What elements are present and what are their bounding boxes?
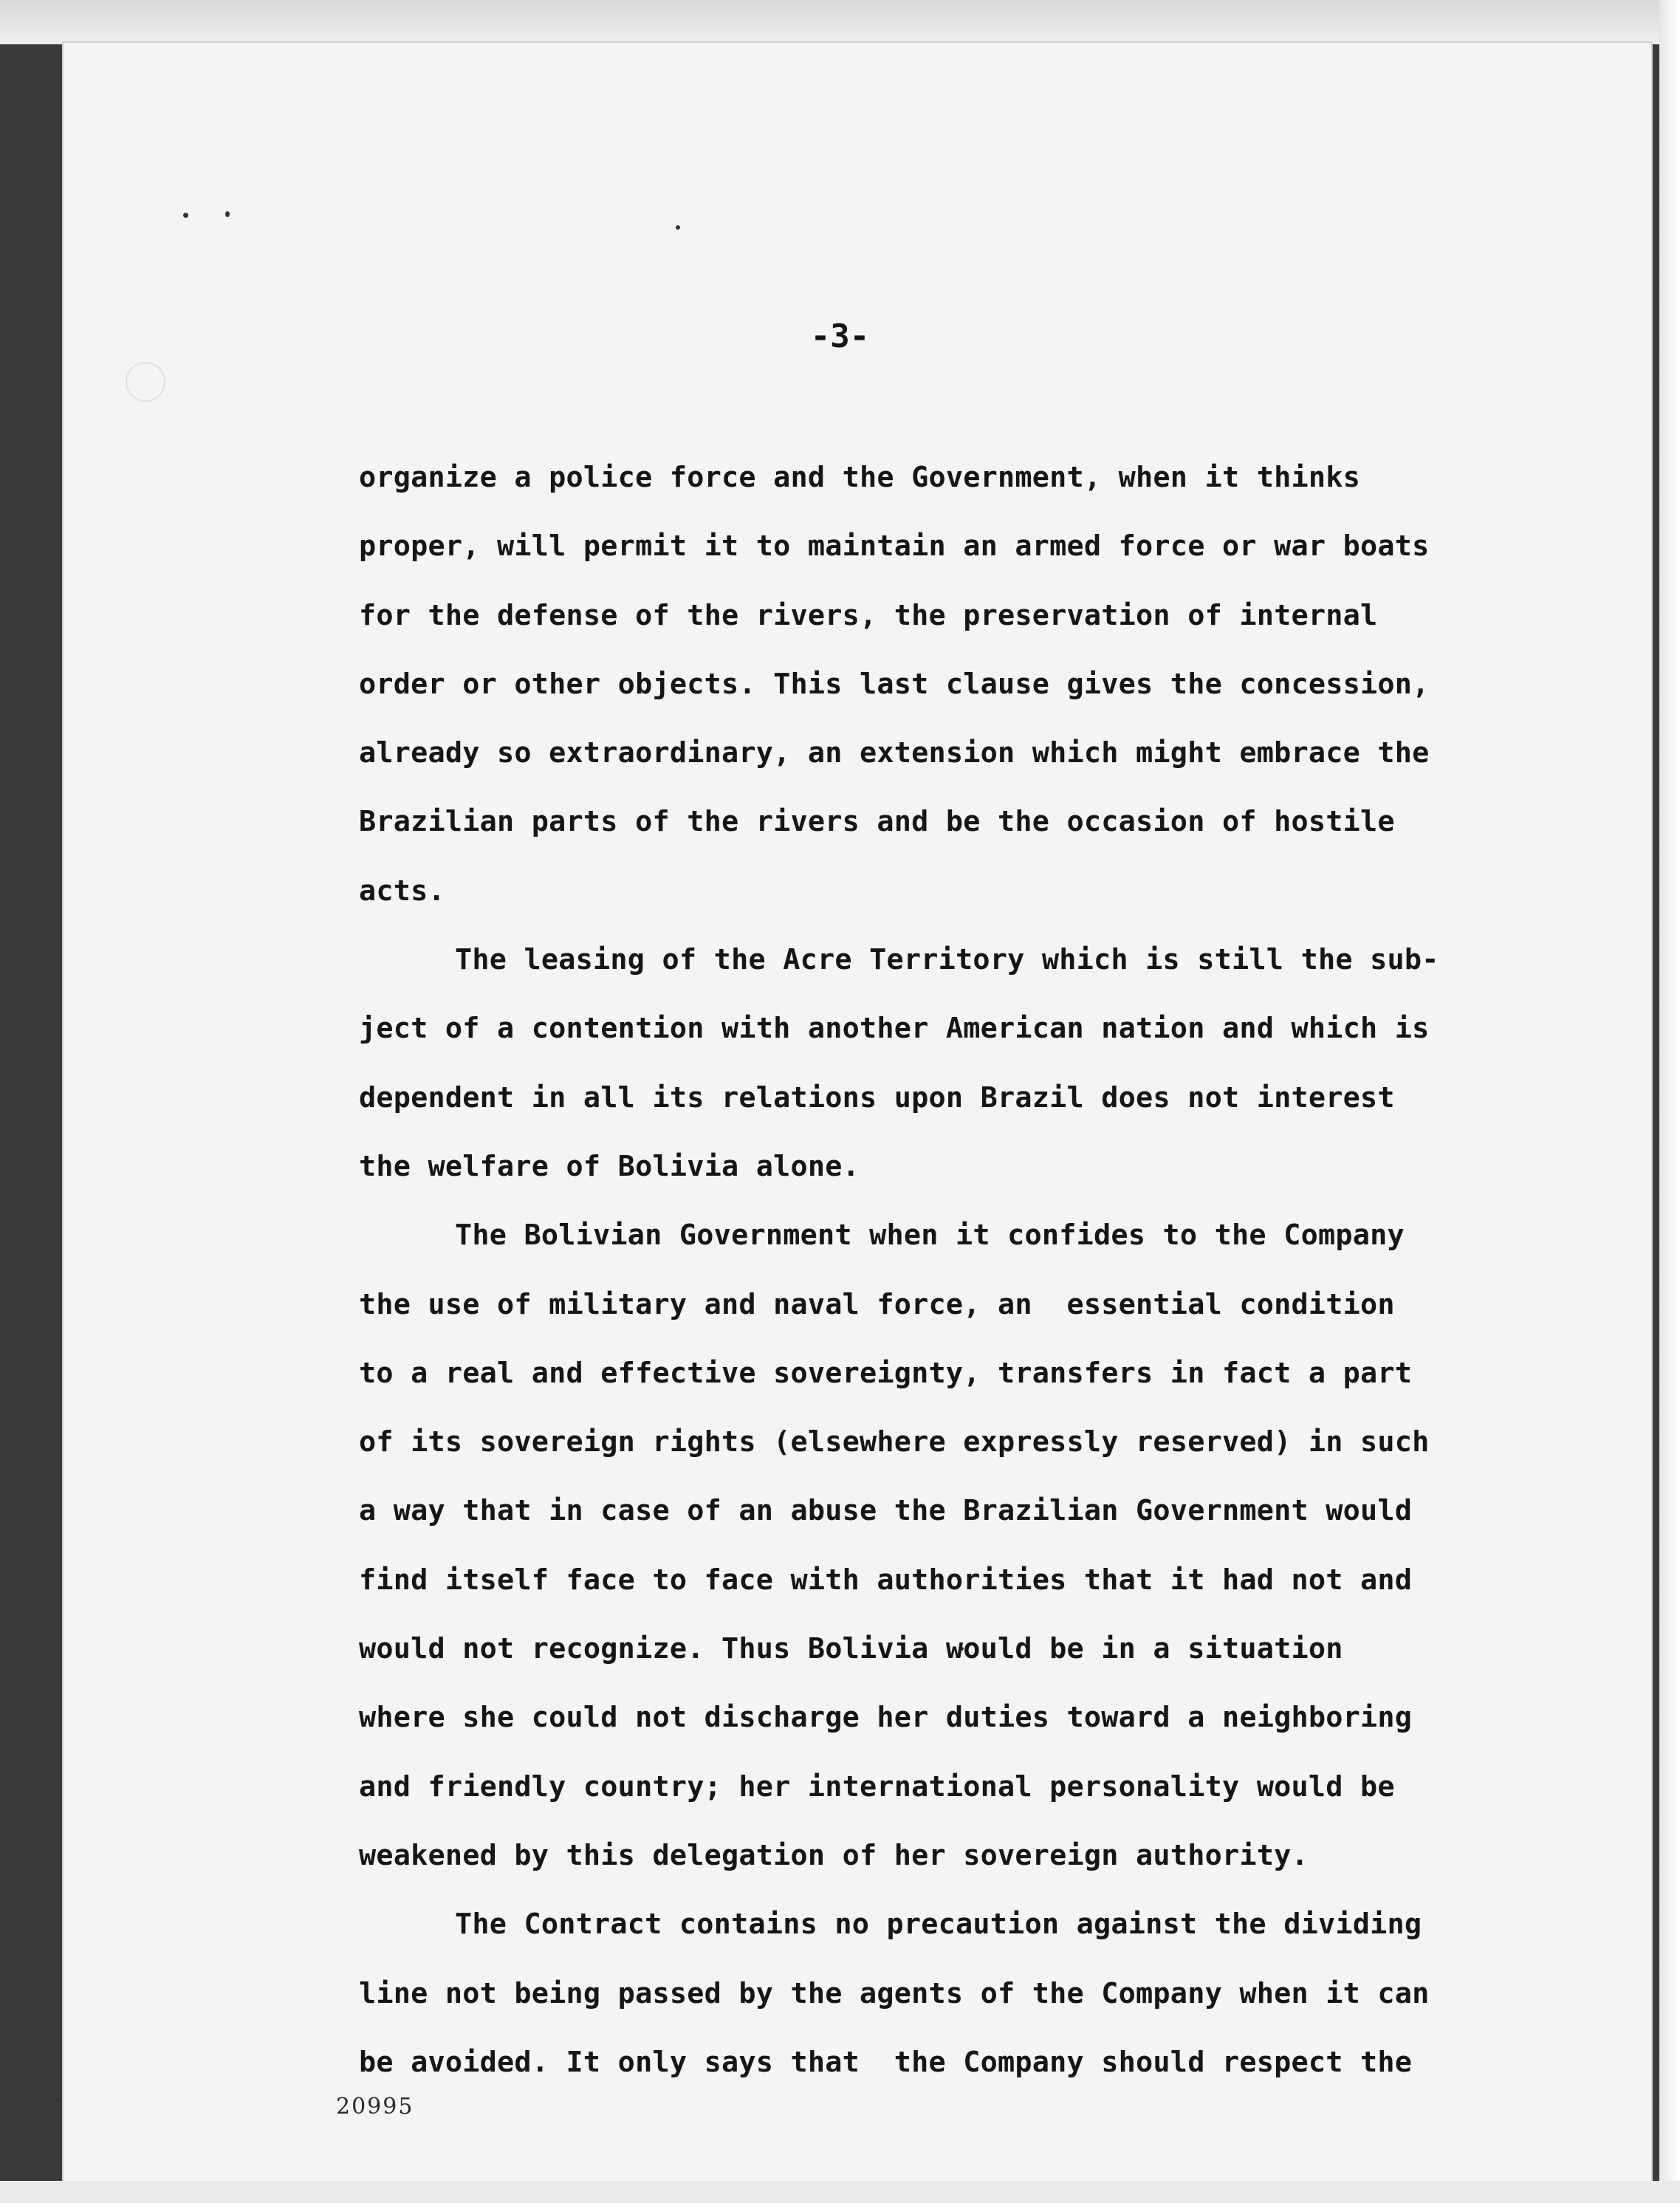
- speck: [183, 213, 188, 218]
- text-line: find itself face to face with authorities that it had not and: [359, 1563, 1413, 1597]
- text-line: organize a police force and the Government, when it thinks: [359, 461, 1360, 494]
- text-line: order or other objects. This last clause gives the concession,: [359, 667, 1430, 701]
- text-line: dependent in all its relations upon Brazil does not interest: [359, 1080, 1395, 1114]
- text-line: and friendly country; her international personality would be: [359, 1769, 1395, 1803]
- text-line: where she could not discharge her duties toward a neighboring: [359, 1701, 1413, 1735]
- text-line: of its sovereign rights (elsewhere expressly reserved) in such: [359, 1425, 1430, 1459]
- text-line: be avoided. It only says that the Company should respect the: [359, 2045, 1413, 2079]
- text-line: acts.: [359, 874, 445, 908]
- text-line: line not being passed by the agents of the Company when it can: [359, 1976, 1430, 2010]
- text-line: would not recognize. Thus Bolivia would be in a situation: [359, 1632, 1343, 1666]
- document-body: [359, 443, 1614, 2097]
- text-line: The Contract contains no precaution against the dividing: [455, 1908, 1422, 1942]
- text-line: to a real and effective sovereignty, transfers in fact a part: [359, 1356, 1413, 1390]
- footer-document-code: 20995: [336, 2094, 414, 2120]
- text-line: weakened by this delegation of her sovereign authority.: [359, 1838, 1309, 1872]
- text-line: The leasing of the Acre Territory which is still the sub-: [455, 943, 1439, 977]
- text-line: for the defense of the rivers, the preservation of internal: [359, 598, 1378, 632]
- text-line: the welfare of Bolivia alone.: [359, 1149, 860, 1183]
- speck: [225, 211, 230, 217]
- text-line: a way that in case of an abuse the Brazilian Government would: [359, 1494, 1413, 1528]
- speck: [56, 2097, 60, 2101]
- scan-bottom-edge: [0, 2181, 1680, 2203]
- text-line: already so extraordinary, an extension which might embrace the: [359, 736, 1430, 770]
- scan-top-edge: [0, 0, 1680, 44]
- text-line: The Bolivian Government when it confides to the Company: [455, 1219, 1405, 1253]
- page-number: -3-: [810, 318, 870, 355]
- text-line: proper, will permit it to maintain an armed force or war boats: [359, 530, 1430, 563]
- speck: [676, 225, 680, 230]
- text-line: Brazilian parts of the rivers and be the occasion of hostile: [359, 805, 1395, 839]
- text-line: ject of a contention with another American nation and which is: [359, 1012, 1430, 1046]
- binder-hole-mark: [126, 362, 165, 402]
- text-line: the use of military and naval force, an essential condition: [359, 1287, 1395, 1321]
